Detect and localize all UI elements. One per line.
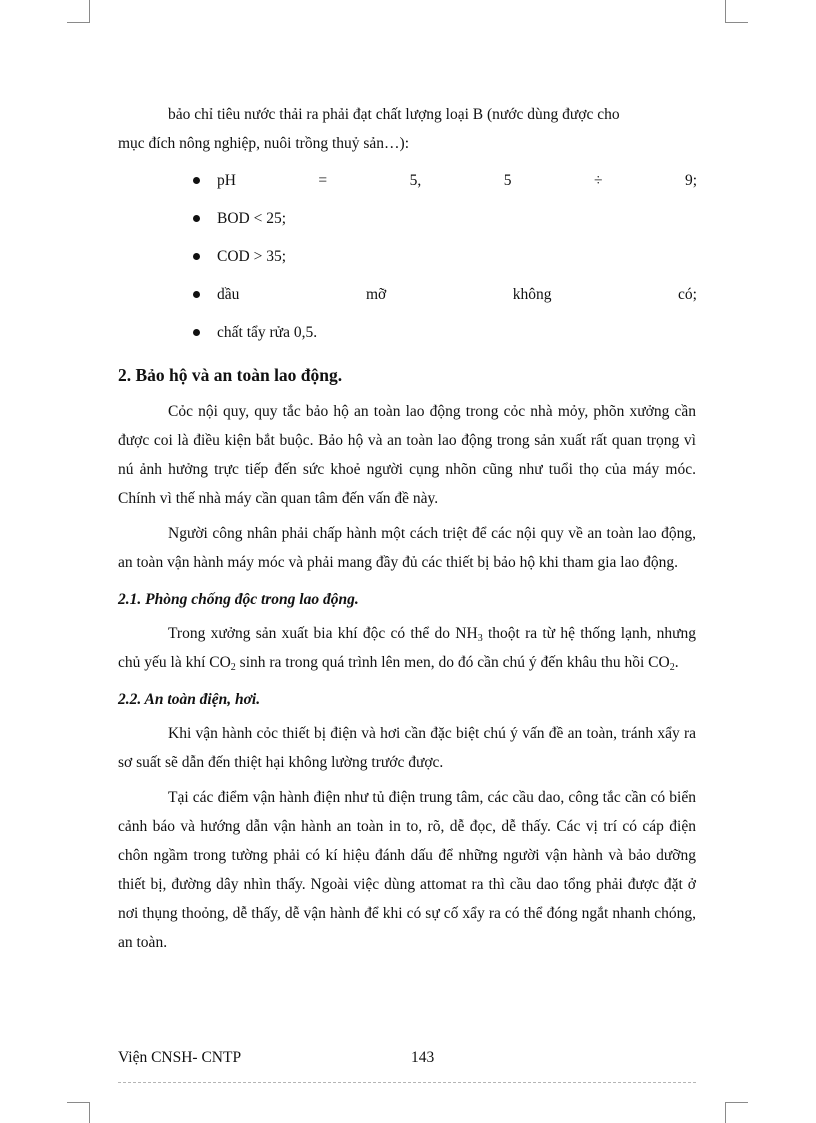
page-number: 143 [411,1049,435,1066]
crop-mark-top-right [725,0,748,23]
list-item-oil [118,276,696,314]
crop-mark-bottom-left [67,1102,90,1123]
bullet-icon [193,329,200,336]
subsection-heading: 2.2. An toàn điện, hơi. [118,691,261,708]
page-content [118,100,696,957]
crop-mark-top-left [67,0,90,23]
subsection-heading: 2.1. Phòng chống độc trong lao động. [118,591,359,608]
intro-line-1: bảo chỉ tiêu nước thải ra phải đạt chất lượng loại B (nước dùng được cho [168,106,620,123]
list-item-ph [118,162,696,200]
section-heading: 2. Bảo hộ và an toàn lao động. [118,365,343,385]
bullet-icon [193,253,200,260]
list-item-cod: COD > 35; [118,238,696,276]
paragraph: Khi vận hành cỏc thiết bị điện và hơi cần đặc biệt chú ý vấn đề an toàn, tránh xẩy ra sơ suất sẽ dẫn đến thiệt hại không lường trước được. [118,725,696,771]
ph-criterion: pH = 5, 5 ÷ 9; [217,172,697,189]
bullet-icon [193,291,200,298]
paragraph: Người công nhân phải chấp hành một cách triệt để các nội quy về an toàn lao động, an toàn vận hành máy móc và phải mang đầy đủ các thiết bị bảo hộ khi tham gia lao động. [118,525,696,571]
paragraph: Cỏc nội quy, quy tắc bảo hộ an toàn lao động trong cỏc nhà mỏy, phõn xưởng cần được coi là điều kiện bắt buộc. Bảo hộ và an toàn lao động trong sản xuất rất quan trọng vì nú ảnh hưởng trực tiếp đến sức khoẻ người cụng nhõn cũng như tuổi thọ của máy móc. Chính vì thế nhà máy cần quan tâm đến vấn đề này. [118,403,696,507]
bullet-icon [193,215,200,222]
oil-criterion: dầu mỡ không có; [217,286,697,303]
wastewater-criteria-list [118,162,696,352]
footer-institute: Viện CNSH- CNTP [118,1049,242,1066]
list-item-bod: BOD < 25; [118,200,696,238]
bullet-icon [193,177,200,184]
footer-rule [118,1082,696,1083]
paragraph: Tại các điểm vận hành điện như tủ điện trung tâm, các cầu dao, công tắc cần có biển cảnh báo và hướng dẫn vận hành an toàn in to, rõ, dễ đọc, dễ thấy. Các vị trí có cáp điện chôn ngầm trong tường phải có kí hiệu đánh dấu để những người vận hành và bảo dưỡng thiết bị, đường dây nhìn thấy. Ngoài việc dùng attomat ra thì cầu dao tổng phải được đặt ở nơi thụng thoỏng, dễ thấy, dễ vận hành để khi có sự cố xẩy ra có thể đóng ngắt nhanh chóng, an toàn. [118,789,696,951]
list-item-detergent: chất tẩy rửa 0,5. [118,314,696,352]
intro-line-2: mục đích nông nghiệp, nuôi trồng thuỷ sản…): [118,135,410,152]
crop-mark-bottom-right [725,1102,748,1123]
paragraph: Trong xưởng sản xuất bia khí độc có thể do $NH_3$ thoột ra từ hệ thống lạnh, nhưng chủ yếu là khí $CO_2$ sinh ra trong quá trình lên men, do đó cần chú ý đến khâu thu hồi $CO_2$. [118,625,696,673]
